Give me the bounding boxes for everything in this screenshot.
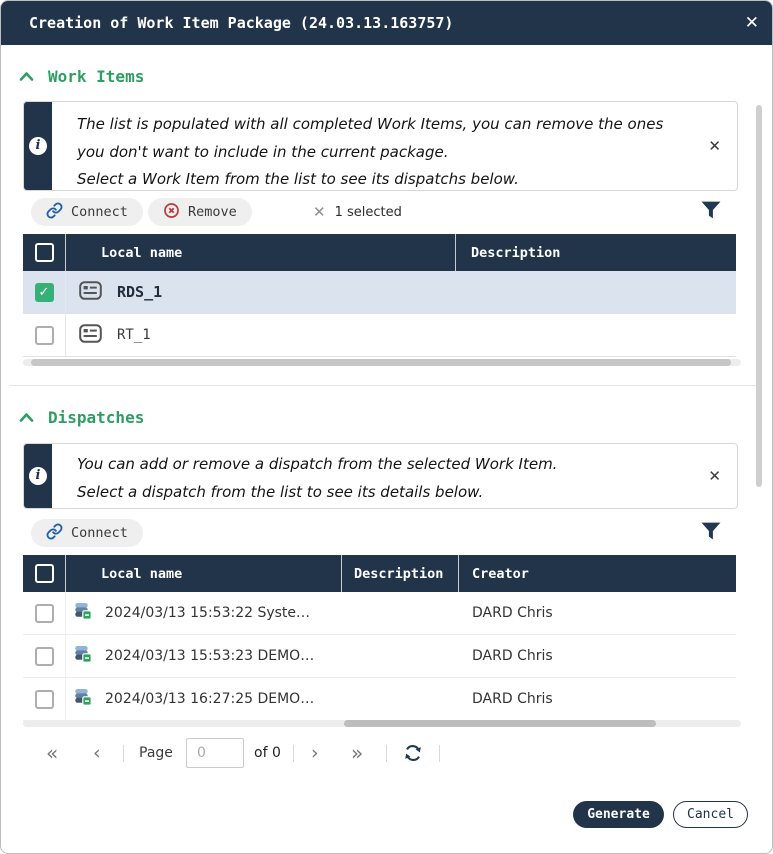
row-name-cell xyxy=(66,635,459,677)
work-items-section-title: Work Items xyxy=(48,67,145,86)
select-all-checkbox[interactable] xyxy=(35,564,54,583)
remove-button-label: Remove xyxy=(188,204,237,220)
collapse-chevron-up-icon[interactable] xyxy=(19,67,34,86)
pagination-separator xyxy=(293,745,294,762)
scrollbar-thumb[interactable] xyxy=(31,359,731,366)
work-items-table xyxy=(23,234,736,357)
selected-count-label: 1 selected xyxy=(334,204,402,220)
generate-button[interactable] xyxy=(573,801,664,828)
select-all-checkbox[interactable] xyxy=(35,243,54,262)
work-items-remove-button[interactable] xyxy=(148,198,252,226)
work-item-name: RT_1 xyxy=(117,327,151,343)
table-row[interactable] xyxy=(23,678,736,721)
work-items-info-box xyxy=(23,101,738,191)
prev-page-button[interactable]: ‹ xyxy=(93,742,101,764)
collapse-chevron-up-icon[interactable] xyxy=(19,408,34,427)
table-row[interactable] xyxy=(23,271,736,314)
pagination-separator xyxy=(386,745,387,762)
column-header-description[interactable]: Description xyxy=(471,244,561,261)
generate-button-label: Generate xyxy=(587,807,650,822)
dispatch-name: 2024/03/13 16:27:25 DEMO… xyxy=(105,691,315,707)
work-item-icon xyxy=(79,324,102,347)
column-header-local-name[interactable]: Local name xyxy=(66,234,456,271)
row-checkbox-checked[interactable]: ✓ xyxy=(35,283,54,302)
page-label: Page xyxy=(139,745,173,761)
header-checkbox-cell xyxy=(23,234,66,271)
table-row[interactable] xyxy=(23,635,736,678)
dispatches-table xyxy=(23,555,736,721)
row-name-cell xyxy=(66,271,456,313)
dialog-titlebar xyxy=(1,1,772,45)
connect-button-label: Connect xyxy=(71,525,128,541)
info-icon: i xyxy=(29,137,47,155)
row-checkbox-cell xyxy=(23,635,66,677)
dispatches-horizontal-scrollbar[interactable] xyxy=(23,720,741,727)
dispatches-info-text: You can add or remove a dispatch from the selected Work Item. Select a dispatch from the list to see its details below. xyxy=(77,455,558,501)
scrollbar-thumb[interactable] xyxy=(344,720,656,727)
header-checkbox-cell xyxy=(23,555,66,592)
work-items-table-header xyxy=(23,234,736,271)
row-checkbox-cell xyxy=(23,271,66,313)
row-name-cell xyxy=(66,314,456,356)
row-name-cell xyxy=(66,592,459,634)
page-number-input[interactable] xyxy=(186,738,244,768)
row-checkbox-unchecked[interactable] xyxy=(35,647,54,666)
dispatches-pagination xyxy=(23,737,736,769)
next-page-button[interactable]: › xyxy=(311,742,319,764)
table-row[interactable] xyxy=(23,592,736,635)
work-items-info-text: The list is populated with all completed Work Items, you can remove the ones you don't want to include in the current package. Select a Work Item from the list to see its dispatchs below. xyxy=(77,115,664,188)
row-checkbox-cell xyxy=(23,314,66,356)
info-icon: i xyxy=(29,467,47,485)
row-name-cell xyxy=(66,678,459,720)
dispatch-package-icon xyxy=(74,602,92,624)
row-creator-cell: DARD Chris xyxy=(472,691,553,707)
dispatch-package-icon xyxy=(74,645,92,667)
page-count-label: of 0 xyxy=(254,745,281,761)
dialog-title: Creation of Work Item Package (24.03.13.163757) xyxy=(29,14,454,32)
dispatches-section-header[interactable] xyxy=(19,408,144,427)
first-page-button[interactable]: « xyxy=(46,741,59,765)
link-icon xyxy=(46,202,63,223)
dispatches-connect-button[interactable] xyxy=(31,519,143,547)
column-header-description[interactable]: Description xyxy=(342,555,459,592)
row-creator-cell: DARD Chris xyxy=(472,648,553,664)
row-checkbox-unchecked[interactable] xyxy=(35,690,54,709)
selection-indicator xyxy=(313,198,402,226)
dispatches-info-box xyxy=(23,443,738,509)
work-items-filter-icon[interactable] xyxy=(701,201,721,223)
connect-button-label: Connect xyxy=(71,204,128,220)
info-close-icon[interactable]: ✕ xyxy=(708,137,721,155)
pagination-separator xyxy=(123,745,124,762)
work-item-name: RDS_1 xyxy=(117,283,163,301)
dialog-vertical-scrollbar[interactable] xyxy=(756,105,762,487)
column-header-local-name[interactable]: Local name xyxy=(66,555,342,592)
clear-selection-icon[interactable]: ✕ xyxy=(313,203,326,221)
section-divider xyxy=(9,385,758,386)
work-item-icon xyxy=(79,281,102,304)
work-items-connect-button[interactable] xyxy=(31,198,143,226)
row-checkbox-cell xyxy=(23,678,66,720)
table-row[interactable] xyxy=(23,314,736,357)
row-description-cell xyxy=(456,271,736,313)
dispatches-section-title: Dispatches xyxy=(48,408,145,427)
remove-circle-icon xyxy=(163,202,180,223)
dispatch-name: 2024/03/13 15:53:22 Syste… xyxy=(105,605,311,621)
link-icon xyxy=(46,523,63,544)
dispatches-filter-icon[interactable] xyxy=(701,522,721,544)
last-page-button[interactable]: » xyxy=(351,741,364,765)
row-description-cell xyxy=(456,314,736,356)
row-checkbox-unchecked[interactable] xyxy=(35,604,54,623)
dispatch-name: 2024/03/13 15:53:23 DEMO… xyxy=(105,648,315,664)
refresh-icon[interactable] xyxy=(404,737,422,769)
row-creator-cell: DARD Chris xyxy=(472,605,553,621)
work-items-horizontal-scrollbar[interactable] xyxy=(23,359,741,366)
column-header-creator[interactable]: Creator xyxy=(472,565,529,582)
dispatch-package-icon xyxy=(74,688,92,710)
cancel-button-label: Cancel xyxy=(687,807,734,822)
row-checkbox-cell xyxy=(23,592,66,634)
row-checkbox-unchecked[interactable] xyxy=(35,326,54,345)
dialog-close-icon[interactable]: ✕ xyxy=(744,13,759,33)
pagination-separator xyxy=(439,745,440,762)
cancel-button[interactable] xyxy=(673,801,748,828)
info-close-icon[interactable]: ✕ xyxy=(708,467,721,485)
work-items-section-header[interactable] xyxy=(19,67,144,86)
dispatches-table-header xyxy=(23,555,736,592)
